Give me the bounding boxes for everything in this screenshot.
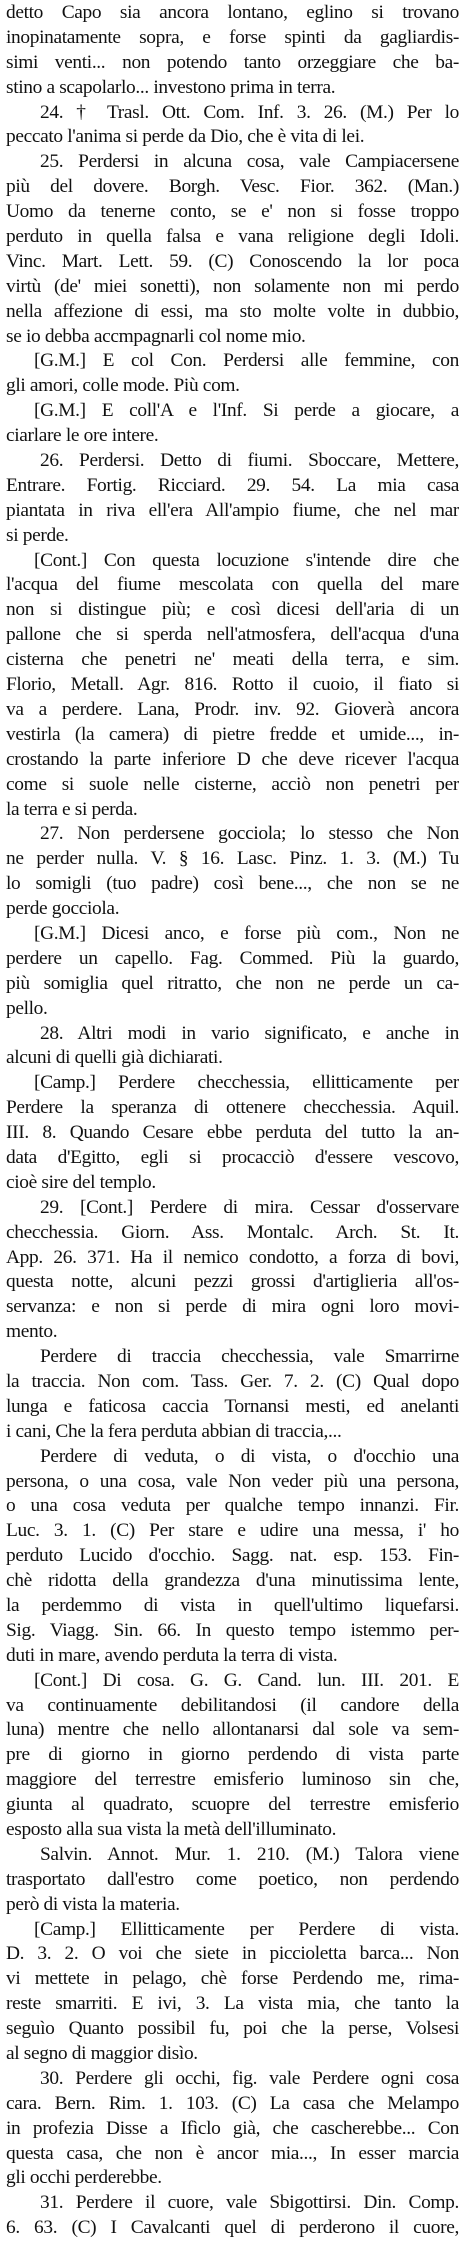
text-line: [Camp.] Perdere checchessia, ellitticamente per [34,1072,459,1094]
text-line: [G.M.] Dicesi anco, e forse più com., Non ne [34,922,459,944]
text-line: cisterna che penetri ne' meati della terra, e sim. [6,649,459,671]
text-line: checchessia. Giorn. Ass. Montalc. Arch. St. It. [6,1221,459,1243]
text-line: Entrare. Fortig. Ricciard. 29. 54. La mia casa [6,474,459,496]
text-line: si perde. [6,524,69,546]
text-line: l'acqua del fiume mescolata con quella del mare [6,574,459,596]
text-line: più del dovere. Borgh. Vesc. Fior. 362. (Man.) [6,176,459,198]
text-line: come si suole nelle cisterne, acciò non penetri per [6,773,459,795]
text-line: Florio, Metall. Agr. 816. Rotto il cuoio, il fiato si [6,674,459,696]
text-line: però di vista la materia. [6,1893,180,1915]
text-line: in profezia Disse a Ifìclo già, che cascherebbe... Con [6,2117,459,2139]
text-line: persona, o una cosa, vale Non veder più una persona, [6,1470,459,1492]
text-line: pallone che si sperda nell'atmosfera, dell'acqua d'una [6,624,459,646]
text-line: piantata in riva ell'era All'ampio fiume, che nel mar [6,499,459,521]
text-line: 6. 63. (C) I Cavalcanti quel di perderono il cuore, [6,2217,459,2239]
text-line: Perdere la speranza di ottenere checchessia. Aquil. [6,1097,459,1119]
text-line: data d'Egitto, egli si procacciò d'essere vescovo, [6,1146,459,1168]
text-line: chè ridotta della grandezza d'una minutissima lente, [6,1570,459,1592]
text-line: App. 26. 371. Ha il nemico condotto, a forza di bovi, [6,1246,459,1268]
text-line: lunga e faticosa caccia Tornansi mesti, ed anelanti [6,1395,459,1417]
text-line: gli amori, colle mode. Più com. [6,375,240,397]
text-line: al segno di maggior disìo. [6,2043,198,2065]
text-line: peccato l'anima si perde da Dio, che è vita di lei. [6,126,365,148]
text-line: [G.M.] E col Con. Perdersi alle femmine, con [34,350,459,372]
text-line: [G.M.] E coll'A e l'Inf. Si perde a giocare, a [34,400,459,422]
text-line: pello. [6,997,48,1019]
text-line: esposto alla sua vista la metà dell'illuminato. [6,1819,337,1841]
text-line: 24. † Trasl. Ott. Com. Inf. 3. 26. (M.) Per lo [40,101,459,123]
text-line: ciarlare le ore intere. [6,425,159,447]
text-line: cioè sire del templo. [6,1171,156,1193]
text-line: D. 3. 2. O voi che siete in piccioletta barca... Non [6,1943,459,1965]
text-line: ne perder nulla. V. § 16. Lasc. Pinz. 1. 3. (M.) Tu [6,848,459,870]
text-line: detto Capo sia ancora lontano, eglino si trovano [6,2,459,23]
text-line: 25. Perdersi in alcuna cosa, vale Campiacersene [40,151,459,173]
text-line: perdere un capello. Fag. Commed. Più la guardo, [6,947,459,969]
text-line: Perdere di veduta, o di vista, o d'occhio una [40,1445,459,1467]
text-line: vi mettete in pelago, chè forse Perdendo me, rima- [6,1968,459,1990]
text-line: 27. Non perdersene gocciola; lo stesso che Non [40,823,459,845]
text-line: Luc. 3. 1. (C) Per stare e udire una messa, i' ho [6,1520,459,1542]
text-line: luna) mentre che nello allontanarsi dal sole va sem- [6,1719,459,1741]
text-line: seguìo Quanto possibil fu, poi che la perse, Volsesi [6,2018,459,2040]
text-line: la traccia. Non com. Tass. Ger. 7. 2. (C) Qual dopo [6,1370,459,1392]
text-line: trasportato dall'estro come poetico, non perdendo [6,1868,459,1890]
text-line: reste smarriti. E ivi, 3. La vista mia, che tanto la [6,1993,459,2015]
text-line: la terra e si perda. [6,798,138,820]
text-line: servanza: e non si perde di mira ogni loro movi- [6,1296,459,1318]
text-line: vestirla (la camera) di pietre fredde et umide..., in- [6,723,459,745]
text-line: [Cont.] Di cosa. G. G. Cand. lun. III. 201. E [34,1669,459,1691]
text-line: Perdere di traccia checchessia, vale Smarrirne [40,1346,459,1368]
text-line: se io debba accmpagnarli col nome mio. [6,325,306,347]
text-line: 30. Perdere gli occhi, fig. vale Perdere ogni cosa [40,2067,459,2089]
text-line: maggiore del terrestre emisferio luminoso sin che, [6,1769,459,1791]
text-line: inopinatamente sopra, e forse spinti da gagliardis- [6,26,459,48]
text-line: 29. [Cont.] Perdere di mira. Cessar d'osservare [40,1196,459,1218]
text-line: perduto in quella falsa e vana religione degli Idoli. [6,226,459,248]
text-line: i cani, Che la fera perduta abbian di traccia,... [6,1420,342,1442]
text-line: Salvin. Annot. Mur. 1. 210. (M.) Talora viene [40,1843,459,1865]
text-line: lo somigli (tuo padre) così bene..., che non se ne [6,873,459,895]
text-line: simi venti... non potendo tanto orzeggiare che ba- [6,51,459,73]
text-line: la perdemmo di vista in quell'ultimo liquefarsi. [6,1595,459,1616]
text-line: nella affezione di essi, ma sto molte volte in dubbio, [6,300,459,322]
text-line: Sig. Viagg. Sin. 66. In questo tempo istemmo per- [6,1619,459,1641]
text-line: mento. [6,1321,58,1343]
text-line: va continuamente debilitandosi (il candore della [6,1694,459,1716]
text-line: Vinc. Mart. Lett. 59. (C) Conoscendo la lor poca [6,250,459,272]
text-line: stino a scapolarlo... investono prima in terra. [6,76,336,98]
text-line: Uomo da tenerne conto, se e' non si fosse troppo [6,201,459,223]
text-line: crostando la parte inferiore D che deve ricever l'acqua [6,748,459,770]
text-line: virtù (de' miei sonetti), non solamente non mi perdo [6,275,459,297]
text-line: perde gocciola. [6,898,120,920]
text-line: III. 8. Quando Cesare ebbe perduta del tutto la an- [6,1122,459,1144]
text-line: non si distingue più; e così dicesi dell'aria di un [6,599,459,621]
text-line: o una cosa veduta per qualche tempo innanzi. Fir. [6,1495,459,1517]
text-line: [Cont.] Con questa locuzione s'intende dire che [34,549,459,571]
text-line: 28. Altri modi in vario significato, e anche in [40,1022,459,1044]
text-line: [Camp.] Ellitticamente per Perdere di vista. [34,1918,459,1940]
text-line: questa casa, che non è ancor mia..., In esser marcia [6,2142,459,2164]
text-line: cara. Bern. Rim. 1. 103. (C) La casa che Melampo [6,2092,459,2114]
text-line: gli occhi perderebbe. [6,2167,162,2189]
text-line: più somiglia quel ritratto, che non ne perde un ca- [6,972,459,994]
text-line: giunta al quadrato, scuopre del terrestre emisferio [6,1794,459,1816]
text-line: alcuni di quelli già dichiarati. [6,1047,223,1069]
text-line: duti in mare, avendo perduta la terra di vista. [6,1644,338,1666]
text-line: questa notte, alcuni pezzi grossi d'artiglieria all'os- [6,1271,459,1293]
text-line: 26. Perdersi. Detto di fiumi. Sboccare, Mettere, [40,450,459,472]
text-line: perduto Lucido d'occhio. Sagg. nat. esp. 153. Fin- [6,1545,459,1567]
text-line: va a perdere. Lana, Prodr. inv. 92. Gioverà ancora [6,698,459,720]
text-line: 31. Perdere il cuore, vale Sbigottirsi. Din. Comp. [40,2192,459,2214]
text-line: pre di giorno in giorno perdendo di vista parte [6,1744,459,1766]
